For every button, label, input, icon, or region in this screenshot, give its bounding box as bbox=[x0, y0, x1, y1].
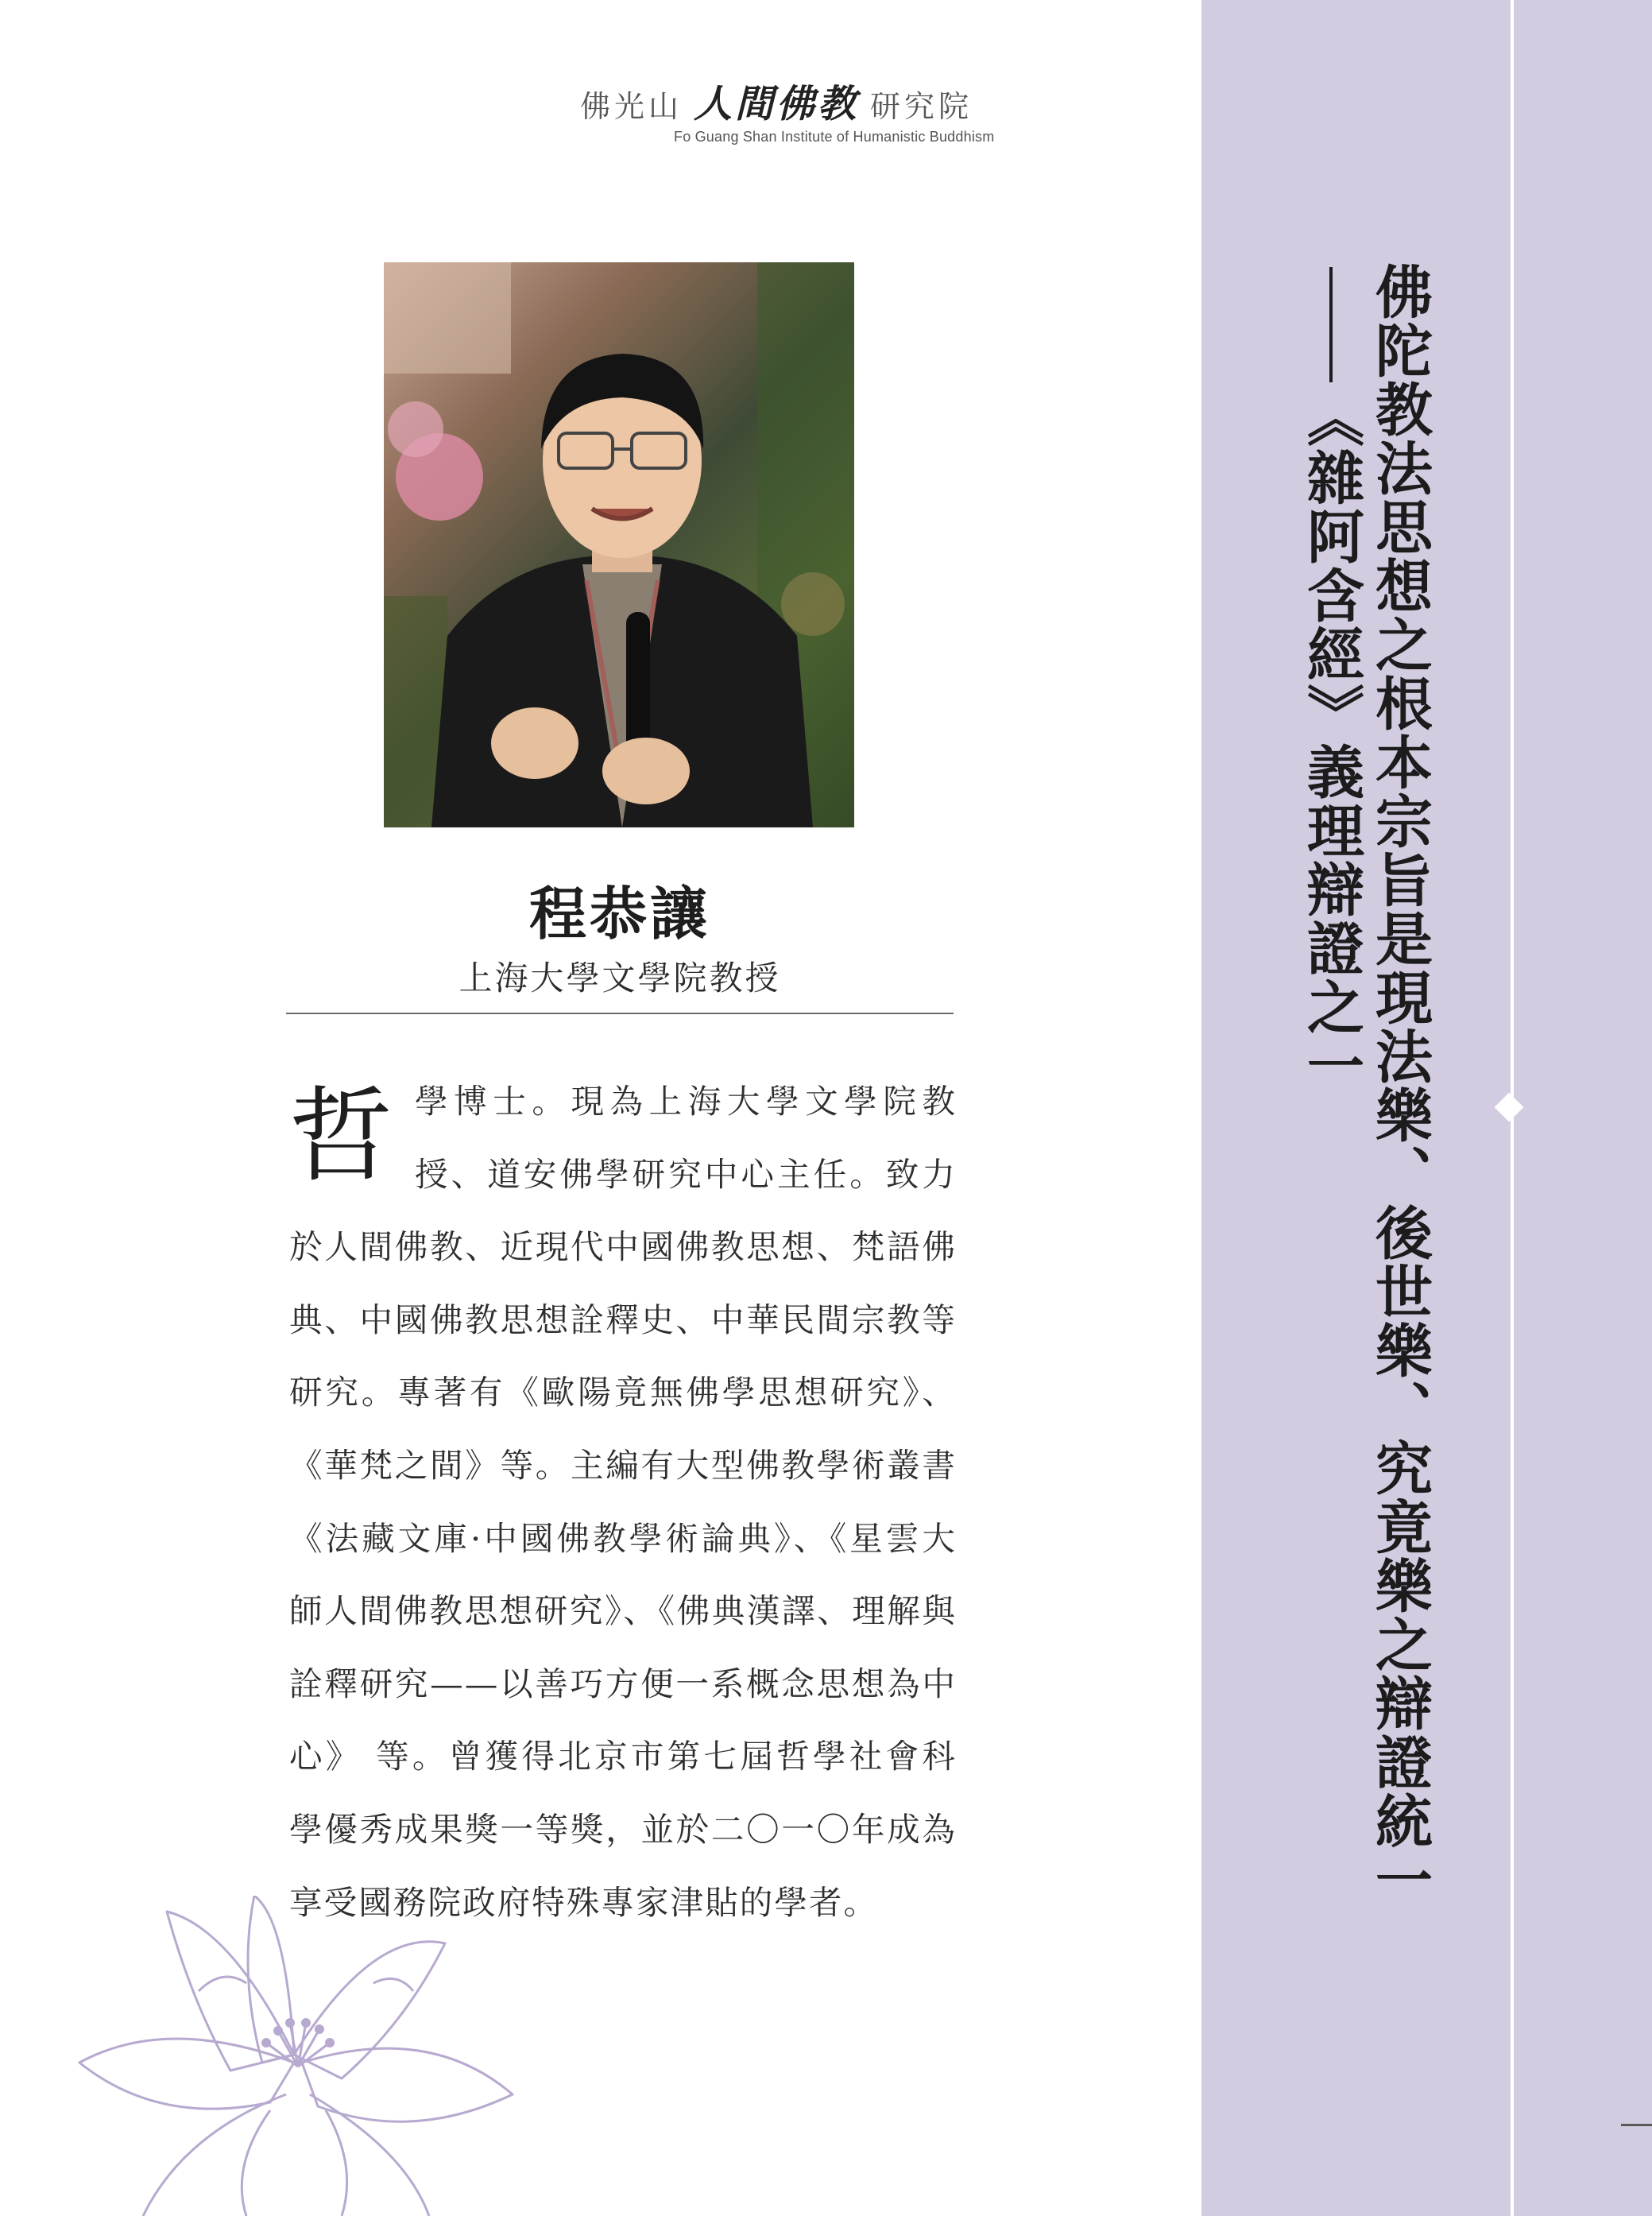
logo-english-name: Fo Guang Shan Institute of Humanistic Buddhism bbox=[674, 129, 995, 145]
lotus-petal bbox=[167, 1912, 294, 2071]
lotus-petal bbox=[143, 2094, 286, 2216]
lotus-stamen-tips bbox=[261, 2018, 335, 2047]
lotus-petal bbox=[302, 2048, 513, 2121]
bio-text: 學博士。現為上海大學文學院教授、道安佛學研究中心主任。致力於人間佛教、近現代中國佛教思想、梵語佛典、中國佛教思想詮釋史、中華民間宗教等研究。專著有《歐陽竟無佛學思想研究》、《華梵之間》等。主編有大型佛教學術叢書《法藏文庫·中國佛教學術論典》、《星雲大師人間佛教思想研究》、《佛典漢譯、理解與詮釋研究——以善巧方便一系概念思想為中心》 等。曾獲得北京市第七屆哲學社會科學優秀成果獎一等獎，並於二〇一〇年成為享受國務院政府特殊專家津貼的學者。 bbox=[289, 1082, 957, 1922]
page-corner-rule bbox=[1621, 2124, 1652, 2126]
lotus-flower-decoration bbox=[72, 1896, 516, 2216]
article-title: 佛陀教法思想之根本宗旨是現法樂、後世樂、究竟樂之辯證統一 bbox=[1366, 262, 1433, 1909]
divider bbox=[286, 1013, 954, 1014]
publisher-logo bbox=[580, 73, 1057, 153]
logo-suffix: 研究院 bbox=[870, 89, 973, 124]
author-portrait-photo bbox=[384, 262, 854, 827]
logo-org-name: 佛光山 bbox=[580, 89, 683, 124]
bio-dropcap: 哲 bbox=[289, 1075, 395, 1196]
lotus-vein bbox=[199, 1977, 246, 1991]
author-name: 程恭讓 bbox=[528, 880, 710, 947]
subtitle-dash bbox=[1329, 267, 1333, 382]
author-title: 上海大學文學院教授 bbox=[458, 959, 781, 998]
logo-brand: 人間佛教 bbox=[694, 82, 860, 126]
lotus-petal bbox=[242, 2110, 270, 2216]
lotus-petal bbox=[248, 1896, 294, 2063]
portrait-illustration bbox=[384, 262, 854, 827]
article-subtitle: 《雜阿含經》義理辯證之一 bbox=[1298, 389, 1365, 1095]
lotus-petal bbox=[326, 2110, 347, 2216]
lotus-vein bbox=[373, 1978, 413, 1991]
author-biography bbox=[289, 1065, 957, 1939]
lotus-petal bbox=[79, 2039, 294, 2109]
